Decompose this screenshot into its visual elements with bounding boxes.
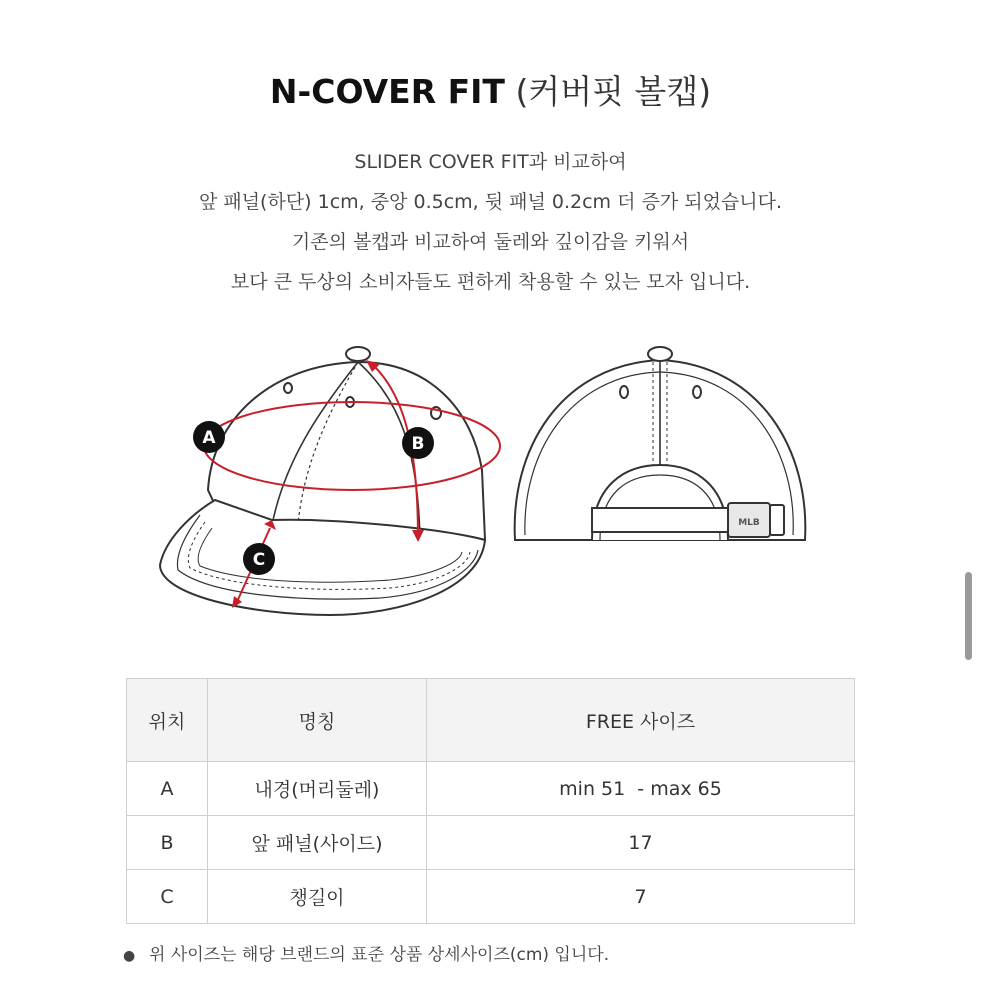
- strap-logo: MLB: [738, 518, 760, 528]
- cap-illustration: [0, 330, 981, 650]
- header-name: 명칭: [208, 679, 427, 762]
- page-title: [0, 68, 981, 116]
- description-line-3: 기존의 볼캡과 비교하여 둘레와 깊이감을 키워서: [291, 231, 690, 253]
- description-line-2: 앞 패널(하단) 1cm, 중앙 0.5cm, 뒷 패널 0.2cm 더 증가 되었습니다.: [198, 191, 783, 213]
- cell-size: min 51 - max 65: [427, 762, 855, 816]
- size-note: [123, 940, 609, 965]
- cell-size: 7: [427, 870, 855, 924]
- title-main: N-COVER FIT: [269, 72, 505, 111]
- description-line-4: 보다 큰 두상의 소비자들도 편하게 착용할 수 있는 모자 입니다.: [230, 271, 751, 293]
- back-cap: [515, 347, 806, 540]
- cell-name: 내경(머리둘레): [208, 762, 427, 816]
- cell-name: 챙길이: [208, 870, 427, 924]
- note-text: 위 사이즈는 해당 브랜드의 표준 상품 상세사이즈(cm) 입니다.: [149, 945, 610, 965]
- front-cap: [160, 347, 485, 615]
- cell-name: 앞 패널(사이드): [208, 816, 427, 870]
- header-free-size: FREE 사이즈: [427, 679, 855, 762]
- header-position: 위치: [127, 679, 208, 762]
- table-row: [127, 762, 855, 816]
- title-sub: (커버핏 볼캡): [515, 72, 712, 111]
- marker-a: [193, 421, 225, 453]
- cell-position: C: [127, 870, 208, 924]
- table-row: [127, 870, 855, 924]
- marker-b: [402, 427, 434, 459]
- description: [0, 142, 981, 302]
- table-header-row: [127, 679, 855, 762]
- description-line-1: SLIDER COVER FIT과 비교하여: [354, 151, 627, 173]
- svg-text:A: A: [202, 428, 216, 448]
- scrollbar-thumb[interactable]: [965, 572, 972, 660]
- marker-c: [243, 543, 275, 575]
- cell-position: B: [127, 816, 208, 870]
- cell-size: 17: [427, 816, 855, 870]
- bullet-icon: ●: [123, 948, 136, 964]
- size-table: [126, 678, 855, 924]
- cell-position: A: [127, 762, 208, 816]
- table-row: [127, 816, 855, 870]
- svg-text:B: B: [411, 434, 425, 454]
- svg-text:C: C: [252, 550, 266, 570]
